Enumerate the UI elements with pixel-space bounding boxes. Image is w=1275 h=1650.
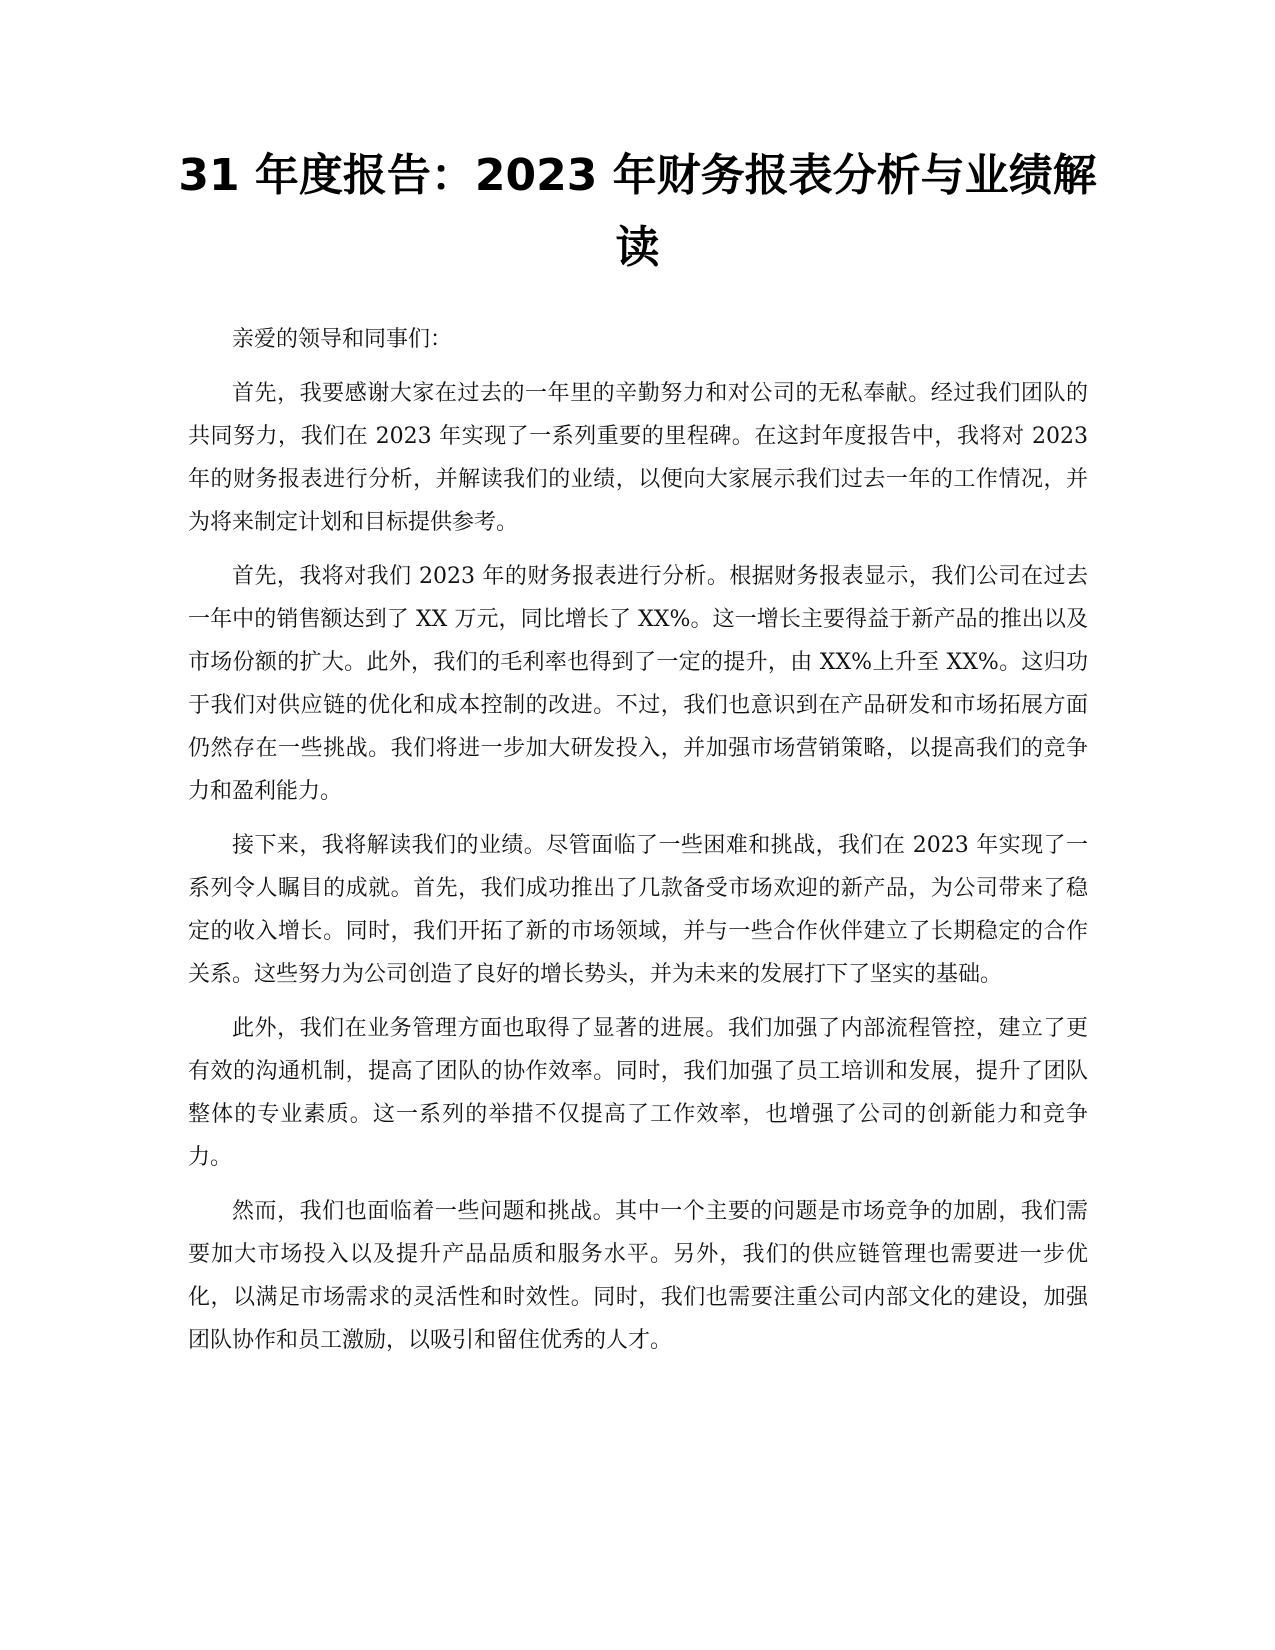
paragraph-management: 此外，我们在业务管理方面也取得了显著的进展。我们加强了内部流程管控，建立了更有效的沟通机制，提高了团队的协作效率。同时，我们加强了员工培训和发展，提升了团队整体的专业素质。这一系列的举措不仅提高了工作效率，也增强了公司的创新能力和竞争力。 xyxy=(188,1016,1088,1170)
document-body xyxy=(188,318,1088,1373)
paragraph-financial-analysis: 首先，我将对我们 2023 年的财务报表进行分析。根据财务报表显示，我们公司在过去一年中的销售额达到了 XX 万元，同比增长了 XX%。这一增长主要得益于新产品的推出以及市场份额的扩大。此外，我们的毛利率也得到了一定的提升，由 XX%上升至 XX%。这归功于我们对供应链的优化和成本控制的改进。不过，我们也意识到在产品研发和市场拓展方面仍然存在一些挑战。我们将进一步加大研发投入，并加强市场营销策略，以提高我们的竞争力和盈利能力。 xyxy=(188,564,1088,804)
paragraph-performance: 接下来，我将解读我们的业绩。尽管面临了一些困难和挑战，我们在 2023 年实现了一系列令人瞩目的成就。首先，我们成功推出了几款备受市场欢迎的新产品，为公司带来了稳定的收入增长。同时，我们开拓了新的市场领域，并与一些合作伙伴建立了长期稳定的合作关系。这些努力为公司创造了良好的增长势头，并为未来的发展打下了坚实的基础。 xyxy=(188,833,1088,987)
paragraph-intro: 首先，我要感谢大家在过去的一年里的辛勤努力和对公司的无私奉献。经过我们团队的共同努力，我们在 2023 年实现了一系列重要的里程碑。在这封年度报告中，我将对 2023 年的财务报表进行分析，并解读我们的业绩，以便向大家展示我们过去一年的工作情况，并为将来制定计划和目标提供参考。 xyxy=(188,381,1088,535)
document-title: 31 年度报告：2023 年财务报表分析与业绩解读 xyxy=(178,150,1097,273)
paragraph-challenges: 然而，我们也面临着一些问题和挑战。其中一个主要的问题是市场竞争的加剧，我们需要加大市场投入以及提升产品品质和服务水平。另外，我们的供应链管理也需要进一步优化，以满足市场需求的灵活性和时效性。同时，我们也需要注重公司内部文化的建设，加强团队协作和员工激励，以吸引和留住优秀的人才。 xyxy=(188,1199,1088,1353)
salutation: 亲爱的领导和同事们： xyxy=(232,327,453,352)
